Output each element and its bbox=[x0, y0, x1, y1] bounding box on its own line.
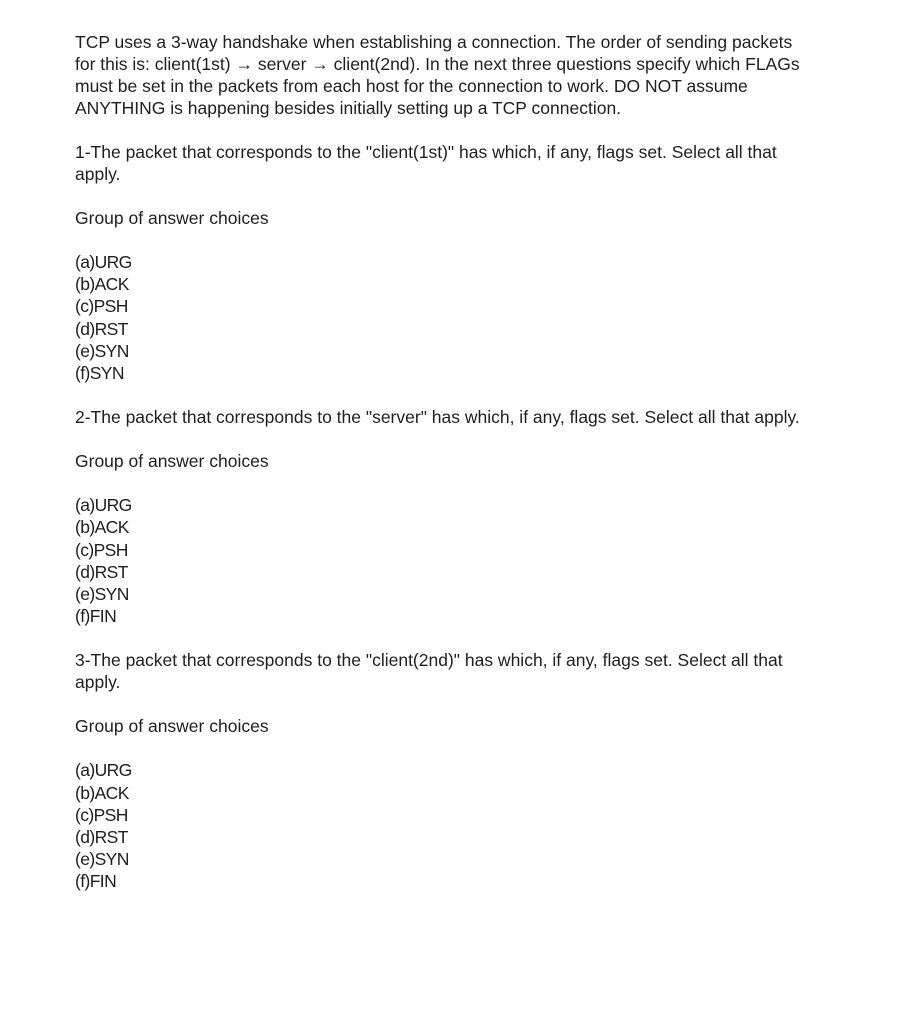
answer-choices bbox=[75, 251, 805, 384]
answer-choice-b[interactable]: (b)ACK bbox=[75, 517, 129, 538]
answer-choice-a[interactable]: (a)URG bbox=[75, 495, 132, 516]
answer-choice-b[interactable]: (b)ACK bbox=[75, 782, 129, 803]
answer-choices bbox=[75, 494, 805, 627]
answer-choice-e[interactable]: (e)SYN bbox=[75, 849, 129, 870]
answer-choice-c[interactable]: (c)PSH bbox=[75, 804, 128, 825]
answer-choice-f[interactable]: (f)SYN bbox=[75, 363, 124, 384]
answer-choice-d[interactable]: (d)RST bbox=[75, 827, 128, 848]
answer-choice-f[interactable]: (f)FIN bbox=[75, 606, 117, 627]
answer-choice-e[interactable]: (e)SYN bbox=[75, 584, 129, 605]
answer-choice-c[interactable]: (c)PSH bbox=[75, 539, 128, 560]
question-text: 1-The packet that corresponds to the "client(1st)" has which, if any, flags set. Select all that apply. bbox=[75, 142, 777, 184]
answer-choice-d[interactable]: (d)RST bbox=[75, 561, 128, 582]
answer-choice-b[interactable]: (b)ACK bbox=[75, 274, 129, 295]
question-text: 3-The packet that corresponds to the "client(2nd)" has which, if any, flags set. Select all that apply. bbox=[75, 650, 783, 693]
answer-group-label: Group of answer choices bbox=[75, 451, 269, 472]
question-3 bbox=[75, 649, 805, 892]
answer-choice-d[interactable]: (d)RST bbox=[75, 318, 128, 339]
question-1 bbox=[75, 141, 805, 384]
answer-choice-f[interactable]: (f)FIN bbox=[75, 871, 117, 892]
document-content bbox=[75, 31, 805, 915]
answer-choice-a[interactable]: (a)URG bbox=[75, 760, 132, 781]
answer-group-label: Group of answer choices bbox=[75, 208, 269, 228]
question-2 bbox=[75, 406, 805, 627]
answer-choice-c[interactable]: (c)PSH bbox=[75, 296, 128, 317]
answer-choice-e[interactable]: (e)SYN bbox=[75, 340, 129, 361]
answer-choice-a[interactable]: (a)URG bbox=[75, 252, 132, 272]
question-text: 2-The packet that corresponds to the "server" has which, if any, flags set. Select all that apply. bbox=[75, 407, 800, 428]
answer-group-label: Group of answer choices bbox=[75, 716, 269, 737]
answer-choices bbox=[75, 759, 805, 892]
intro-paragraph: TCP uses a 3-way handshake when establishing a connection. The order of sending packets for this is: client(1st) → server → client(2nd). In the next three questions specify which FLAGs must be set in the packets from each host for the connection to work. DO NOT assume ANYTHING is happening besides initially setting up a TCP connection. bbox=[75, 32, 800, 118]
